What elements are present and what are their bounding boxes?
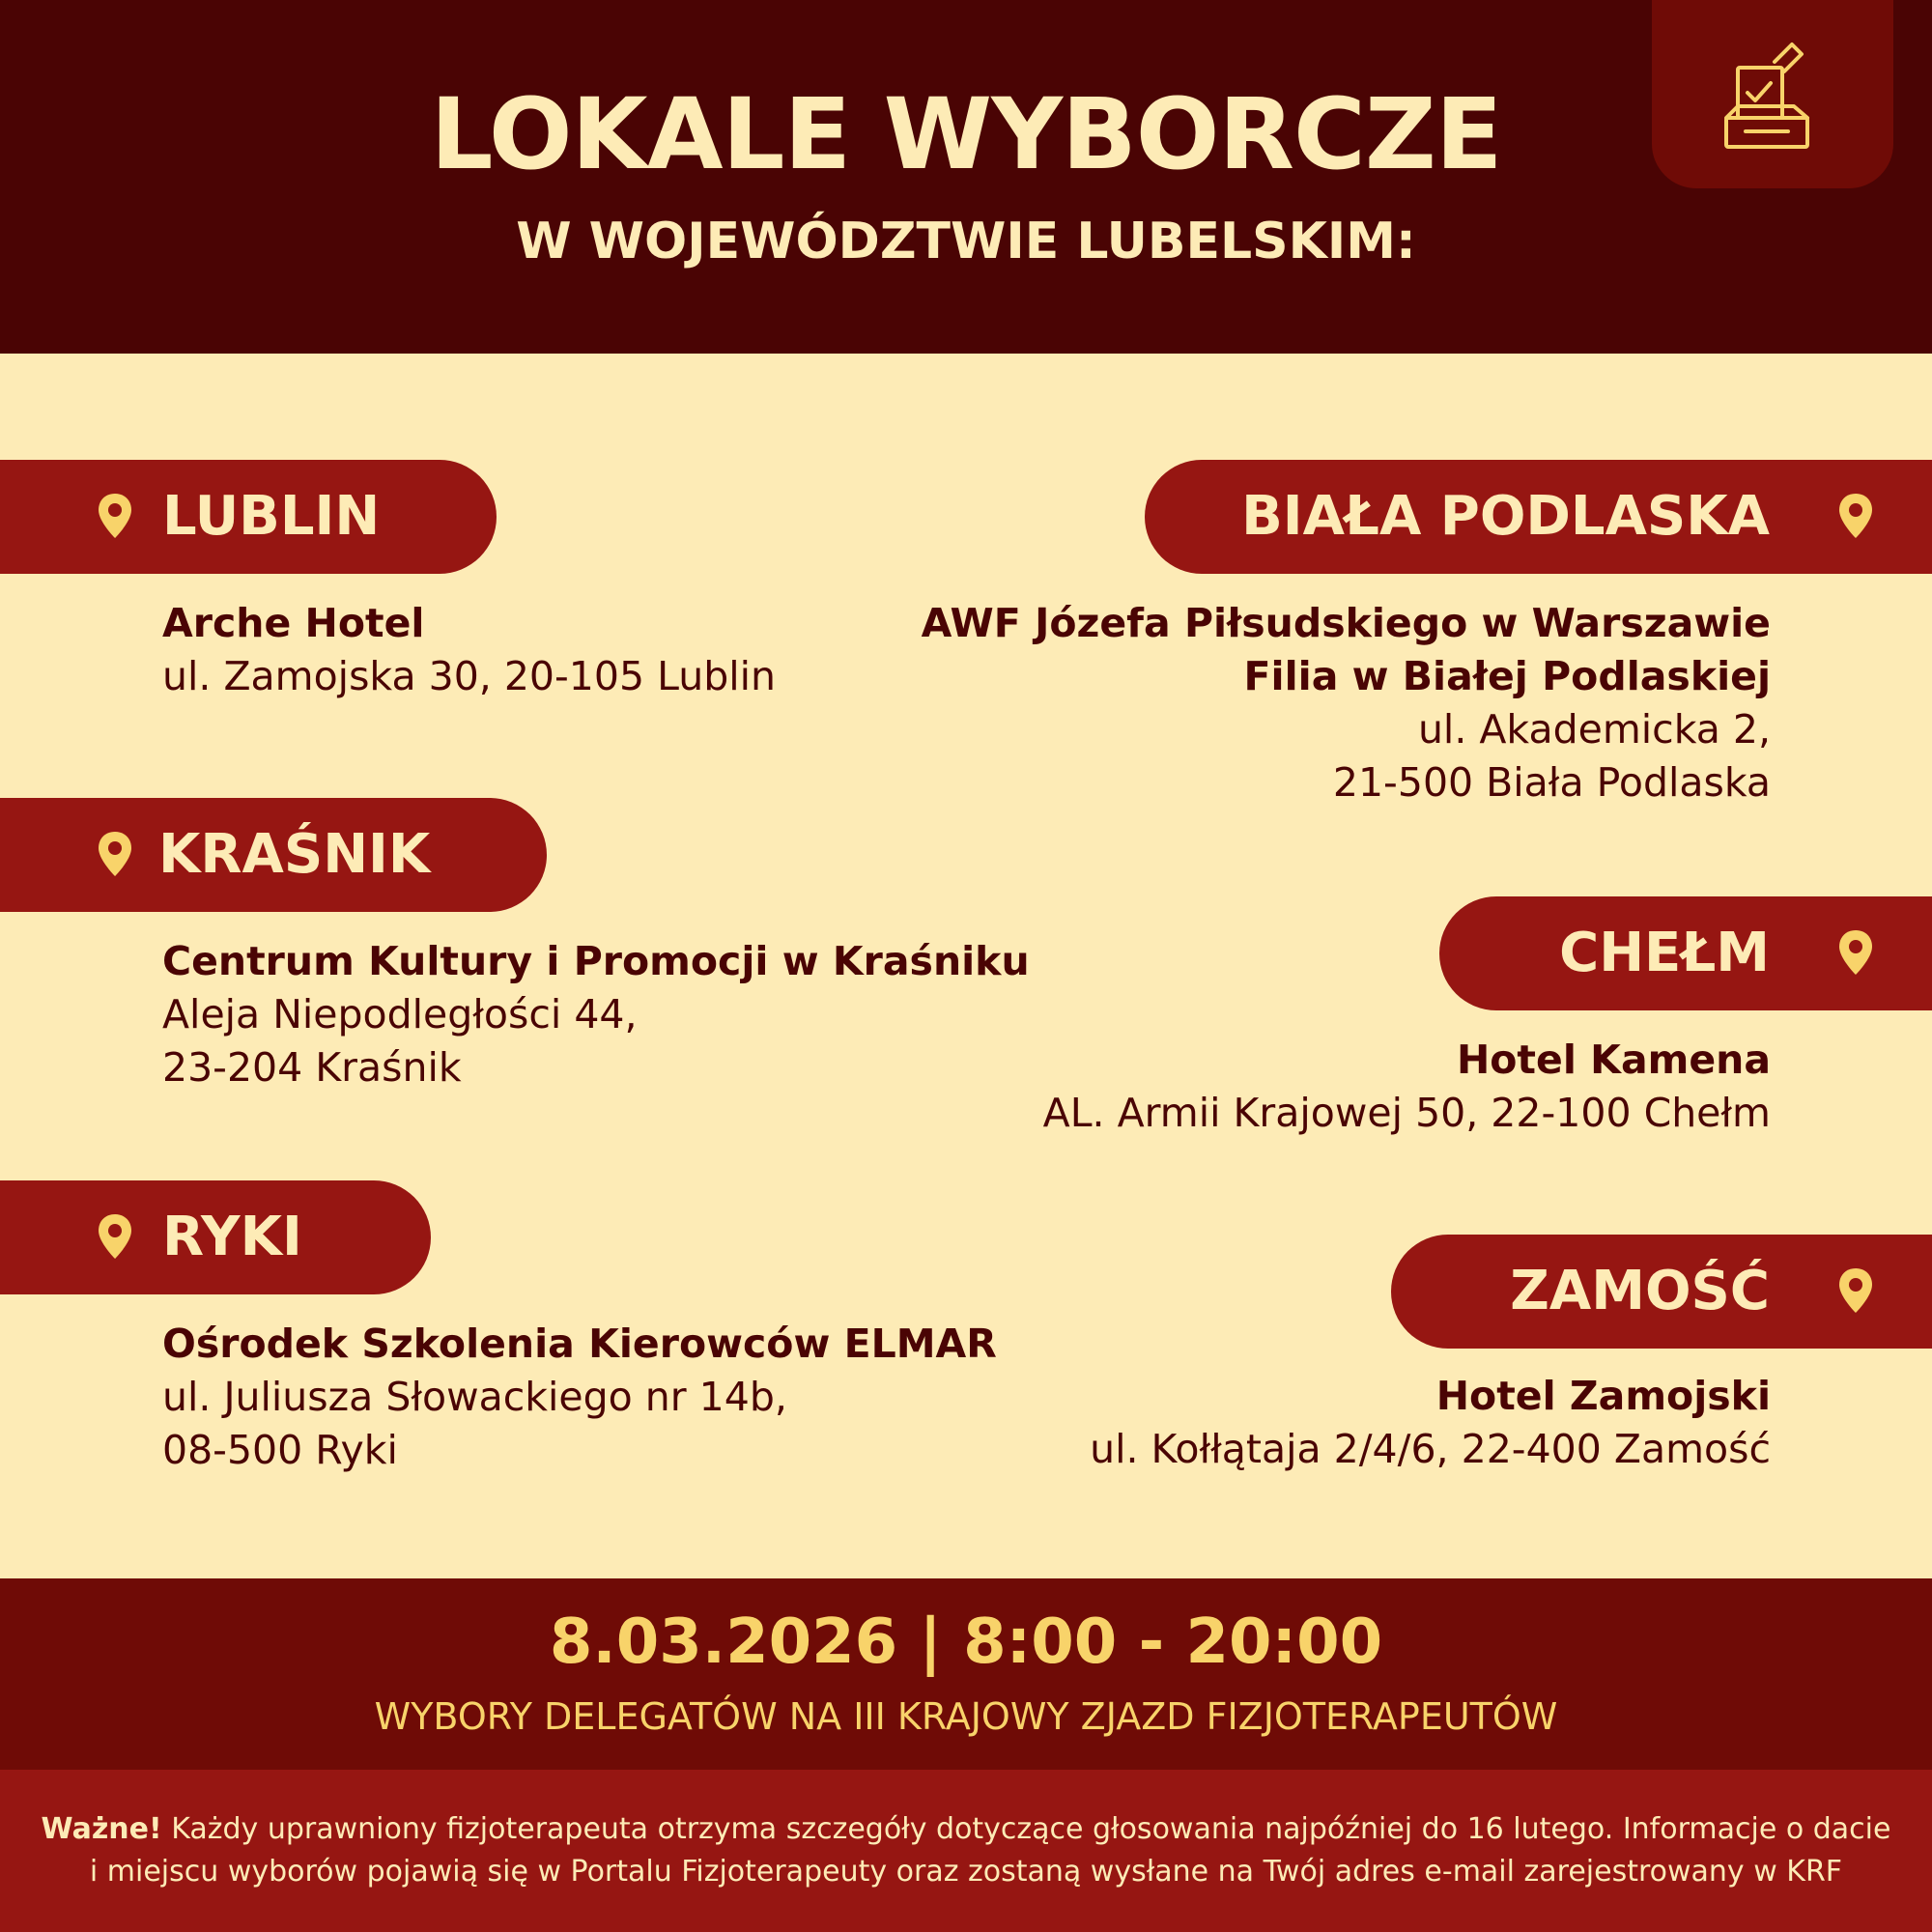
venue-address: 23-204 Kraśnik — [162, 1044, 462, 1091]
venue-block-zamosc — [1090, 1370, 1771, 1476]
venue-name: Hotel Kamena — [1456, 1037, 1771, 1083]
venue-block-lublin — [162, 597, 776, 703]
page-title: LOKALE WYBORCZE — [430, 77, 1502, 192]
venue-name: Arche Hotel — [162, 600, 425, 646]
venue-address: ul. Akademicka 2, — [1417, 706, 1771, 753]
venue-name: AWF Józefa Piłsudskiego w Warszawie — [921, 600, 1771, 646]
venue-address: ul. Juliusza Słowackiego nr 14b, — [162, 1374, 787, 1420]
venue-name: Ośrodek Szkolenia Kierowców ELMAR — [162, 1321, 997, 1367]
election-name: WYBORY DELEGATÓW NA III KRAJOWY ZJAZD FIZJOTERAPEUTÓW — [374, 1695, 1558, 1738]
note-text: Każdy uprawniony fizjoterapeuta otrzyma szczegóły dotyczące głosowania najpóźniej do 16 lutego. Informacje o dacie — [161, 1812, 1891, 1846]
venue-address: ul. Zamojska 30, 20-105 Lublin — [162, 653, 776, 699]
venue-block-krasnik — [162, 935, 1030, 1094]
venue-block-chelm — [1043, 1034, 1771, 1140]
city-pill-lublin — [0, 460, 497, 574]
city-pill-krasnik — [0, 798, 547, 912]
map-pin-icon — [97, 1212, 133, 1261]
page-subtitle: W WOJEWÓDZTWIE LUBELSKIM: — [516, 213, 1416, 270]
city-name-biala-podlaska: BIAŁA PODLASKA — [1241, 485, 1770, 548]
city-name-lublin: LUBLIN — [162, 485, 381, 548]
venue-block-biala-podlaska — [922, 597, 1771, 810]
important-note — [39, 1808, 1893, 1893]
venue-block-ryki — [162, 1318, 997, 1477]
city-pill-zamosc — [1391, 1235, 1932, 1349]
ballot-box-icon — [1724, 39, 1821, 155]
city-pill-chelm — [1439, 896, 1932, 1010]
city-pill-ryki — [0, 1180, 431, 1294]
map-pin-icon — [1837, 1266, 1874, 1315]
icon-badge — [1652, 0, 1893, 188]
venue-address: Aleja Niepodległości 44, — [162, 991, 638, 1037]
venue-address: AL. Armii Krajowej 50, 22-100 Chełm — [1042, 1090, 1771, 1136]
map-pin-icon — [1837, 928, 1874, 977]
venue-address: 21-500 Biała Podlaska — [1332, 759, 1771, 806]
note-text: i miejscu wyborów pojawią się w Portalu Fizjoterapeuty oraz zostaną wysłane na Twój adres e-mail zarejestrowany w KRF — [89, 1855, 1843, 1889]
note-label: Ważne! — [41, 1812, 162, 1846]
map-pin-icon — [97, 830, 133, 878]
venue-address: 08-500 Ryki — [162, 1427, 398, 1473]
venue-name: Hotel Zamojski — [1435, 1373, 1771, 1419]
venue-name: Centrum Kultury i Promocji w Kraśniku — [162, 938, 1030, 984]
election-datetime: 8.03.2026 | 8:00 - 20:00 — [549, 1606, 1383, 1678]
city-name-zamosc: ZAMOŚĆ — [1510, 1260, 1770, 1322]
city-name-krasnik: KRAŚNIK — [158, 823, 431, 886]
map-pin-icon — [1837, 492, 1874, 540]
venue-address: ul. Kołłątaja 2/4/6, 22-400 Zamość — [1090, 1426, 1771, 1472]
venue-name: Filia w Białej Podlaskiej — [1243, 653, 1771, 699]
city-name-chelm: CHEŁM — [1559, 922, 1770, 984]
city-pill-biala-podlaska — [1145, 460, 1932, 574]
map-pin-icon — [97, 492, 133, 540]
city-name-ryki: RYKI — [162, 1206, 302, 1268]
